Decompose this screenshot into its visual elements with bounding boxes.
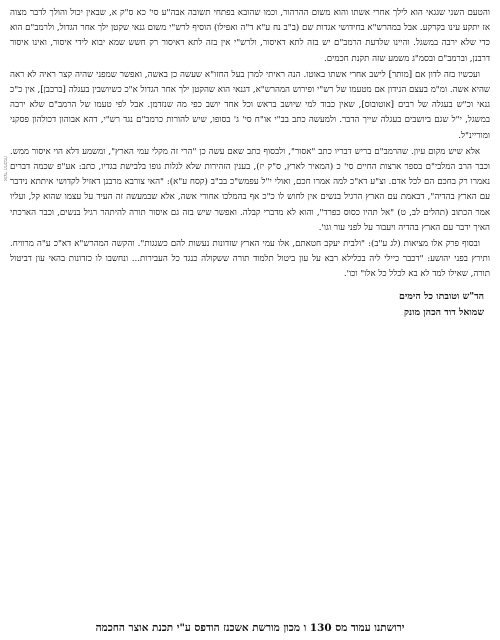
page-footer: ירושתנו עמוד מס 130 ו מכון מורשת אשכנז הודפס ע"י תכנת אוצר החכמה [95, 622, 405, 634]
paragraph-4: ובסוף פרק אלו מציאות (לג ע"ב): "ולבית יעקב חטאתם, אלו עמי הארץ שזדונות נעשות להם כשגגות". והקשה המהרש"א דא"כ ע"ה מרוויח. ותירץ בפני יהושע: "דכבר כיילי ליה בכלילא רבא על עון ביטול תלמוד תורה ששקולה כנגד כל העבירות... ונחשבו לו כזדונות בהאי עון דביטול תורה, שאילו למד לא בא לכלל כל אלו" וכו'. [10, 239, 490, 280]
signature-block [10, 289, 490, 321]
paragraph-1: והטעם השני שגגאי הוא לילך אחרי אשתו והוא משום ההרהור, וכמו שהובא בפתחי תשובה אבה"ע סי' כא ס"ק א, שבאין יכול והולך לדבר מצוה אז יתקע עינו בקרקע. אבל במהרש"א בחידושי אגדות שם (ב"ב נח ע"א ד"ה ואפילו) הוסיף לרש"י משום גנאי שקטן ילך אחר הגדול, ולרמב"ם הוא כדי שלא ירבה במשגל. והיינו שלדעת הרמב"ם יש בזה לתא דאיסור, ולרש"י אין בזה לתא דאיסור רק חשש שמא יבוא לידי איסור, ואינו איסור דרבנן, וברמב"ם ובסמ"ג משמע שזה תקנת חכמים. [10, 8, 490, 64]
margin-watermark: אוצר החכמה [2, 156, 8, 182]
signature-closing: הד"ש וטובתו כל הימים [399, 290, 484, 302]
article-body [10, 6, 490, 283]
paragraph-2: ועכשיו בזה לדון אם [מותר] לישב אחרי אשתו באוטו. הנה ראיתי למרן בעל החזו"א שעשה כן באשה, ואפשר שמפני שהיה קצר ראיה לא ראה שהיא אשה. ומ"מ בעצם הנידון אם מטעמו של רש"י ופירוש המהרש"א, דגנאי הוא שהקטן ילך אחר הגדול א"כ כשיושבין בעגלה [ברכבן], אין כ"כ גנאי וכ"ש בעגלה של רבים [אוטובוס], שאין כבוד למי שיושב בראש וכל אחד יושב כפי מה שנזדמן. אבל לפי טעמו של הרמב"ם שלא ירבה במשגל, י"ל שגם ביושבים בעגלה שייך הדבר. ולמעשה כתב בב"י או"ח סי' ג' בסופו, שיש להורות כרמב"ם נגד רש"י, דהא אבוהון דכולהון פסקני ומוריינ"ל. [10, 69, 490, 141]
signature-name: שמואל דוד הכהן מונק [404, 306, 484, 318]
paragraph-3: אלא שיש מקום עיון. שהרמב"ם בריש דבריו כתב "אסור", ולבסוף כתב שאם עשה כן "הרי זה מקלי עמי הארץ", ומשמע דלא הוי איסור ממש. וכבר הרב המלבי"ם בספר ארצות החיים סי' כ (המאיר לארץ, ס"ק יז), בענין הזהירות שלא לגלות גופו בלבישת בגדיו, כתב: אע"פ שכמה דברים נאמרו רק בחכם הם לכל אדם. וצ"ע דא"כ למה אמרו חכם, ואולי י"ל עפמש"כ בב"ב (קסח ע"א): "האי צורבא מרבנן דאזיל לקדושי איתתא נידבר עם הארץ בהדיה", דבאמת עם הארץ הרגיל בנשים אין לחוש לו כ"כ אף בהמלכו אחורי אשה, אלא שבמעשה זה העיד על עצמו שהוא קל, ועליו אמר הכתוב (תהלים לב, ט) "אל תהיו כסוס כפרד", והוא לא מדברי קבלה. ואפשר שיש בזה גם איסור תורה להיתהר רגיל בנשים, וכבר הארכתי האיך ידבר עם הארץ בהדיה ויעבור על לפני עור וגו'. [10, 146, 490, 233]
